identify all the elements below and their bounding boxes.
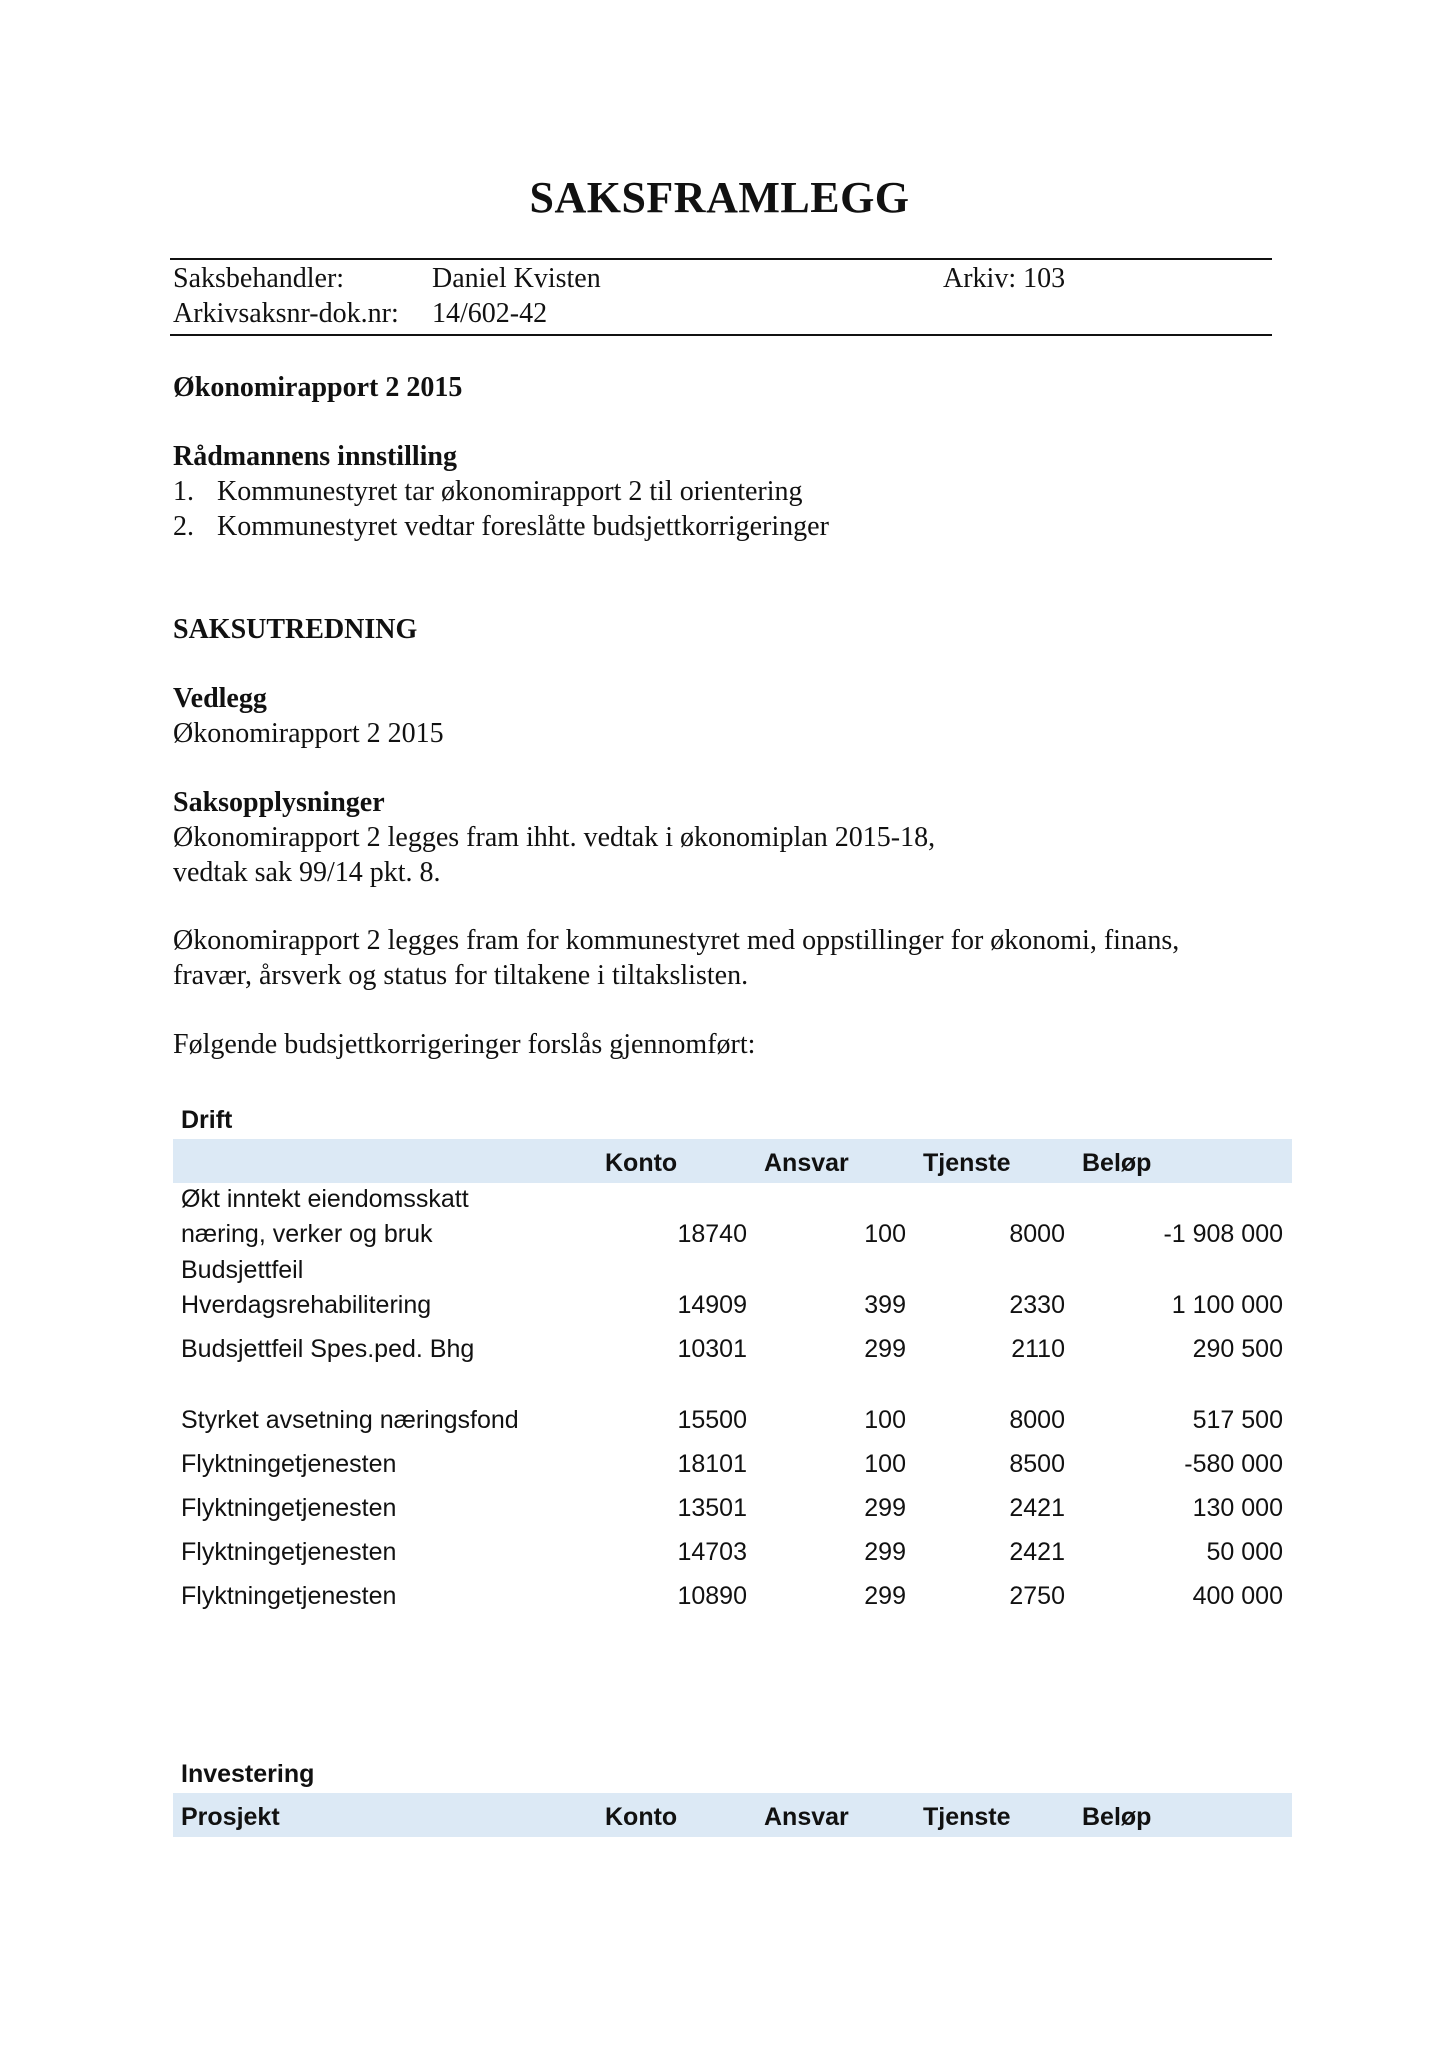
col-header-prosjekt: Prosjekt [181, 1803, 280, 1831]
row-description-line1: Budsjettfeil [181, 1256, 304, 1284]
list-number: 2. [173, 511, 194, 542]
row-belop: 517 500 [1192, 1406, 1283, 1434]
row-description-line2: næring, verker og bruk [181, 1220, 433, 1248]
row-konto: 13501 [677, 1494, 747, 1522]
row-ansvar: 100 [864, 1450, 906, 1478]
drift-caption: Drift [181, 1106, 233, 1134]
row-description-line1: Økt inntekt eiendomsskatt [181, 1185, 469, 1213]
row-description: Styrket avsetning næringsfond [181, 1406, 519, 1434]
row-belop: 1 100 000 [1171, 1291, 1283, 1319]
row-ansvar: 299 [864, 1494, 906, 1522]
investering-caption: Investering [181, 1760, 315, 1788]
row-description: Flyktningetjenesten [181, 1494, 397, 1522]
subject-heading: Økonomirapport 2 2015 [173, 372, 463, 403]
header-bottom-rule [170, 334, 1272, 336]
saksbehandler-label: Saksbehandler: [173, 263, 345, 294]
header-top-rule [170, 258, 1272, 260]
col-header-ansvar: Ansvar [764, 1149, 849, 1177]
row-tjeneste: 2421 [1009, 1538, 1065, 1566]
col-header-belop: Beløp [1082, 1149, 1152, 1177]
saksopplysninger-p2-line1: Økonomirapport 2 legges fram for kommunestyret med oppstillinger for økonomi, finans, [173, 925, 1180, 956]
row-description-line2: Hverdagsrehabilitering [181, 1291, 432, 1319]
row-ansvar: 100 [864, 1220, 906, 1248]
row-konto: 18101 [677, 1450, 747, 1478]
investering-table-header [173, 1793, 1292, 1837]
row-description: Flyktningetjenesten [181, 1538, 397, 1566]
row-konto: 10890 [677, 1582, 747, 1610]
list-text: Kommunestyret vedtar foreslåtte budsjettkorrigeringer [217, 511, 829, 542]
list-number: 1. [173, 476, 194, 507]
row-description: Flyktningetjenesten [181, 1450, 397, 1478]
row-ansvar: 299 [864, 1335, 906, 1363]
col-header-tjenste: Tjenste [923, 1803, 1011, 1831]
saksopplysninger-p1-line2: vedtak sak 99/14 pkt. 8. [173, 857, 441, 888]
row-tjeneste: 8500 [1009, 1450, 1065, 1478]
saksopplysninger-p1-line1: Økonomirapport 2 legges fram ihht. vedtak i økonomiplan 2015-18, [173, 822, 936, 853]
row-konto: 18740 [677, 1220, 747, 1248]
row-tjeneste: 2750 [1009, 1582, 1065, 1610]
drift-table-header [173, 1139, 1292, 1183]
saksopplysninger-p3: Følgende budsjettkorrigeringer forslås gjennomført: [173, 1029, 756, 1060]
row-belop: 50 000 [1206, 1538, 1283, 1566]
vedlegg-text: Økonomirapport 2 2015 [173, 718, 444, 749]
row-tjeneste: 8000 [1009, 1406, 1065, 1434]
col-header-tjenste: Tjenste [923, 1149, 1011, 1177]
row-tjeneste: 2330 [1009, 1291, 1065, 1319]
row-description: Flyktningetjenesten [181, 1582, 397, 1610]
row-belop: 400 000 [1192, 1582, 1283, 1610]
row-konto: 15500 [677, 1406, 747, 1434]
list-text: Kommunestyret tar økonomirapport 2 til orientering [217, 476, 803, 507]
innstilling-item-2 [173, 511, 829, 543]
arkivsaksnr-label: Arkivsaksnr-dok.nr: [173, 298, 399, 329]
saksopplysninger-p2-line2: fravær, årsverk og status for tiltakene i tiltakslisten. [173, 960, 749, 991]
arkiv-field: Arkiv: 103 [943, 263, 1066, 294]
row-konto: 14909 [677, 1291, 747, 1319]
saksutredning-heading: SAKSUTREDNING [173, 614, 418, 645]
innstilling-heading: Rådmannens innstilling [173, 441, 457, 472]
row-description: Budsjettfeil Spes.ped. Bhg [181, 1335, 475, 1363]
arkivsaksnr-value: 14/602-42 [432, 298, 548, 329]
page-title: SAKSFRAMLEGG [529, 173, 910, 222]
row-tjeneste: 2421 [1009, 1494, 1065, 1522]
col-header-belop: Beløp [1082, 1803, 1152, 1831]
row-ansvar: 100 [864, 1406, 906, 1434]
saksbehandler-value: Daniel Kvisten [432, 263, 601, 294]
col-header-konto: Konto [605, 1149, 678, 1177]
col-header-konto: Konto [605, 1803, 678, 1831]
row-belop: -580 000 [1184, 1450, 1283, 1478]
row-ansvar: 299 [864, 1538, 906, 1566]
row-tjeneste: 2110 [1011, 1335, 1065, 1363]
col-header-ansvar: Ansvar [764, 1803, 849, 1831]
saksopplysninger-heading: Saksopplysninger [173, 787, 385, 818]
innstilling-item-1 [173, 476, 803, 508]
row-tjeneste: 8000 [1009, 1220, 1065, 1248]
row-belop: -1 908 000 [1163, 1220, 1283, 1248]
vedlegg-heading: Vedlegg [173, 683, 267, 714]
row-belop: 290 500 [1192, 1335, 1283, 1363]
row-ansvar: 299 [864, 1582, 906, 1610]
row-konto: 10301 [677, 1335, 747, 1363]
row-belop: 130 000 [1192, 1494, 1283, 1522]
row-ansvar: 399 [864, 1291, 906, 1319]
row-konto: 14703 [677, 1538, 747, 1566]
